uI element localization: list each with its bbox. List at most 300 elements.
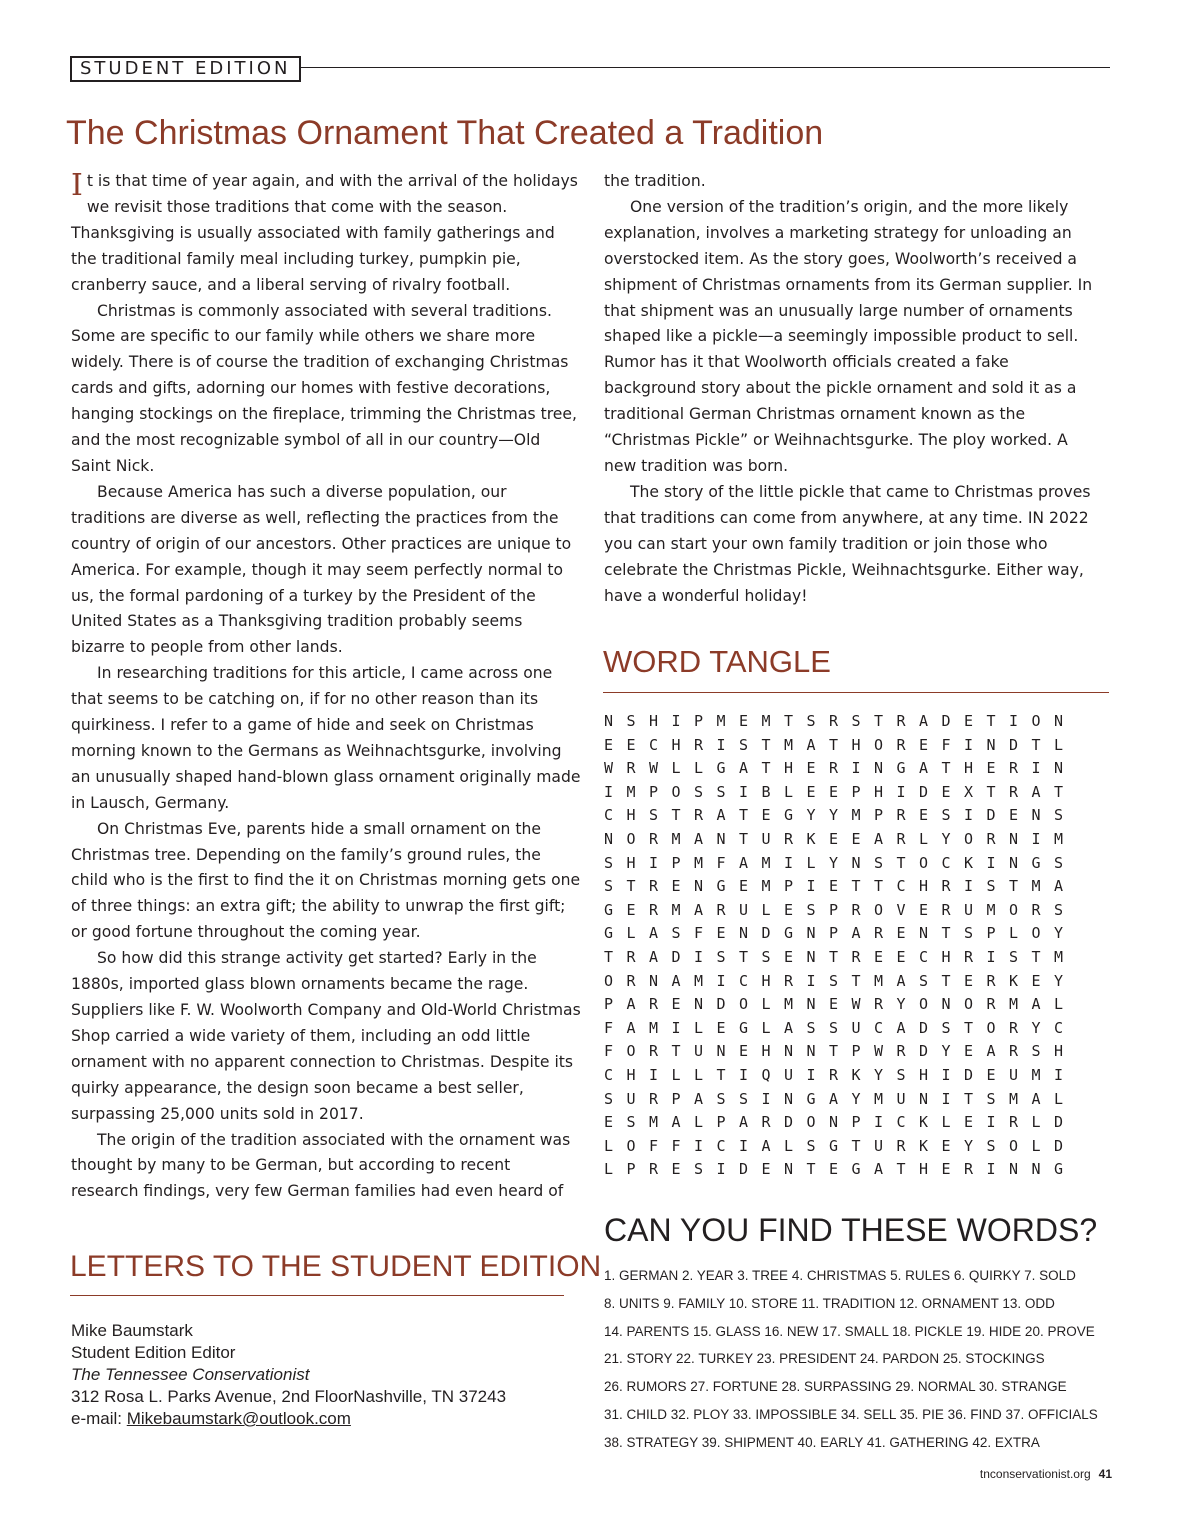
- word-grid-letter: R: [896, 1042, 906, 1061]
- word-grid-letter: T: [761, 735, 771, 754]
- word-grid-letter: S: [986, 1136, 996, 1155]
- word-grid-letter: Y: [806, 806, 816, 825]
- word-grid-letter: M: [784, 735, 794, 754]
- word-grid-letter: R: [649, 1160, 659, 1179]
- word-grid-letter: R: [1009, 1042, 1019, 1061]
- word-grid-letter: T: [829, 947, 839, 966]
- word-grid-letter: D: [941, 712, 951, 730]
- word-grid-letter: C: [1054, 1018, 1064, 1037]
- word-grid-letter: E: [919, 735, 929, 754]
- word-grid-letter: H: [626, 806, 636, 825]
- word-grid-letter: R: [694, 806, 704, 825]
- word-grid-letter: R: [964, 1160, 974, 1179]
- word-grid-letter: P: [851, 1042, 861, 1061]
- word-grid-row: [604, 1158, 1077, 1182]
- word-grid-letter: R: [716, 900, 726, 919]
- word-grid-letter: H: [1054, 1042, 1064, 1061]
- word-grid-letter: D: [761, 924, 771, 943]
- editor-contact: [71, 1320, 506, 1430]
- word-grid-letter: R: [829, 1065, 839, 1084]
- word-grid-letter: F: [716, 853, 726, 872]
- word-grid-letter: W: [649, 759, 659, 778]
- word-grid-letter: R: [941, 877, 951, 896]
- word-grid-letter: O: [671, 782, 681, 801]
- word-grid-letter: S: [806, 1136, 816, 1155]
- word-grid-letter: N: [739, 924, 749, 943]
- article-paragraph-7: The origin of the tradition associated with the ornament was thought by many to be German, but according to recent research findings, very few German families had even heard of: [71, 1130, 571, 1201]
- word-grid-letter: A: [896, 1018, 906, 1037]
- word-grid-letter: M: [671, 829, 681, 848]
- word-grid-letter: M: [761, 877, 771, 896]
- word-grid-letter: C: [716, 1136, 726, 1155]
- word-grid-letter: L: [761, 900, 771, 919]
- word-grid-letter: U: [851, 1018, 861, 1037]
- word-grid-letter: A: [694, 829, 704, 848]
- word-grid-letter: A: [739, 853, 749, 872]
- word-grid-letter: N: [1009, 1160, 1019, 1179]
- word-grid-letter: M: [716, 712, 726, 730]
- word-grid-letter: A: [649, 947, 659, 966]
- word-grid-letter: C: [649, 735, 659, 754]
- find-words-title: CAN YOU FIND THESE WORDS?: [604, 1212, 1098, 1248]
- word-grid-letter: P: [986, 924, 996, 943]
- word-grid-letter: S: [829, 1018, 839, 1037]
- word-grid-letter: I: [739, 1136, 749, 1155]
- word-grid-letter: A: [626, 1018, 636, 1037]
- word-grid-letter: Y: [941, 829, 951, 848]
- word-grid-letter: H: [851, 735, 861, 754]
- word-grid-letter: O: [739, 995, 749, 1014]
- word-grid-letter: K: [919, 1113, 929, 1132]
- word-grid-letter: A: [1031, 995, 1041, 1014]
- footer-site[interactable]: tnconservationist.org: [979, 1467, 1091, 1481]
- word-grid-letter: I: [806, 971, 816, 990]
- word-grid-letter: T: [1031, 947, 1041, 966]
- word-grid-letter: R: [694, 735, 704, 754]
- word-grid-letter: S: [716, 782, 726, 801]
- word-grid-letter: K: [806, 829, 816, 848]
- word-grid-letter: M: [1031, 1065, 1041, 1084]
- word-list-line: 38. STRATEGY 39. SHIPMENT 40. EARLY 41. GATHERING 42. EXTRA: [604, 1434, 1040, 1450]
- word-grid-letter: R: [784, 971, 794, 990]
- word-grid-letter: I: [694, 1136, 704, 1155]
- word-grid-letter: F: [671, 1136, 681, 1155]
- word-grid-row: [604, 852, 1077, 876]
- word-grid-letter: R: [626, 971, 636, 990]
- word-grid-row: [604, 946, 1077, 970]
- word-grid-letter: L: [784, 782, 794, 801]
- word-grid-letter: M: [1054, 829, 1064, 848]
- word-grid-letter: S: [806, 1018, 816, 1037]
- word-grid-letter: S: [941, 806, 951, 825]
- word-grid-letter: D: [964, 1065, 974, 1084]
- word-grid-letter: O: [986, 1018, 996, 1037]
- word-grid-letter: T: [1031, 735, 1041, 754]
- word-grid-letter: I: [806, 1065, 816, 1084]
- word-grid-letter: G: [739, 1018, 749, 1037]
- word-grid-letter: O: [604, 971, 614, 990]
- word-grid-letter: L: [694, 1065, 704, 1084]
- word-grid-row: [604, 734, 1077, 758]
- word-grid-letter: R: [851, 947, 861, 966]
- word-grid-letter: O: [806, 1113, 816, 1132]
- word-grid-letter: M: [784, 995, 794, 1014]
- header-rule: [300, 67, 1110, 68]
- article-paragraph-10: The story of the little pickle that came to Christmas proves that traditions can come from anywhere, at any time. IN 2022 you can start your own family tradition or join those who celebrate the Christmas Pickle, Weihnachtsgurke. Either way, have a wonderful holiday!: [604, 482, 1091, 605]
- word-grid-letter: O: [626, 1136, 636, 1155]
- article-left-column: [71, 169, 581, 1205]
- word-grid-letter: D: [919, 1042, 929, 1061]
- word-grid-letter: V: [896, 900, 906, 919]
- word-grid-letter: S: [761, 947, 771, 966]
- word-grid-letter: R: [761, 1113, 771, 1132]
- word-grid-letter: U: [626, 1089, 636, 1108]
- word-grid-letter: N: [604, 829, 614, 848]
- page-footer: [980, 1467, 1112, 1481]
- word-grid-letter: T: [941, 971, 951, 990]
- word-grid-letter: A: [874, 829, 884, 848]
- article-paragraph-5: On Christmas Eve, parents hide a small ornament on the Christmas tree. Depending on the family’s ground rules, the child who is the first to find the it on Christmas morning gets one of three things: an extra gift; the ability to unwrap the first gift; or good fortune throughout the coming year.: [71, 819, 581, 942]
- word-grid-letter: M: [874, 971, 884, 990]
- word-grid-letter: R: [896, 829, 906, 848]
- word-grid-letter: T: [716, 1065, 726, 1084]
- word-grid-letter: R: [829, 759, 839, 778]
- word-grid-letter: L: [1054, 1089, 1064, 1108]
- word-grid-letter: H: [941, 947, 951, 966]
- word-grid-letter: S: [1009, 947, 1019, 966]
- word-grid-letter: W: [604, 759, 614, 778]
- word-grid-letter: Y: [896, 995, 906, 1014]
- word-grid-letter: A: [806, 735, 816, 754]
- word-grid-letter: U: [896, 1089, 906, 1108]
- word-grid-letter: R: [896, 735, 906, 754]
- word-grid-letter: I: [761, 1089, 771, 1108]
- word-grid-letter: L: [806, 853, 816, 872]
- word-grid-letter: K: [919, 1136, 929, 1155]
- word-grid-letter: E: [896, 924, 906, 943]
- word-grid-letter: L: [694, 1018, 704, 1037]
- word-grid-letter: Y: [1031, 1018, 1041, 1037]
- word-grid-letter: Y: [964, 1136, 974, 1155]
- word-grid-letter: E: [986, 1065, 996, 1084]
- word-grid-letter: T: [1054, 782, 1064, 801]
- word-grid-letter: L: [941, 1113, 951, 1132]
- word-grid-letter: L: [1031, 1113, 1041, 1132]
- word-grid-letter: H: [919, 1160, 929, 1179]
- word-grid-letter: M: [626, 782, 636, 801]
- word-grid-letter: E: [806, 782, 816, 801]
- word-grid-letter: I: [1054, 1065, 1064, 1084]
- word-grid-letter: I: [896, 782, 906, 801]
- word-grid-letter: L: [604, 1136, 614, 1155]
- word-grid-letter: S: [649, 806, 659, 825]
- word-grid-letter: M: [649, 1018, 659, 1037]
- word-grid-letter: M: [649, 1113, 659, 1132]
- word-grid-letter: E: [784, 900, 794, 919]
- word-grid-letter: C: [941, 853, 951, 872]
- word-grid-letter: T: [739, 947, 749, 966]
- word-grid-letter: N: [1031, 1160, 1041, 1179]
- word-grid-letter: P: [829, 900, 839, 919]
- word-grid-letter: W: [851, 995, 861, 1014]
- word-grid-letter: C: [896, 877, 906, 896]
- word-grid-letter: E: [986, 759, 996, 778]
- word-grid-letter: I: [941, 1089, 951, 1108]
- word-grid-letter: N: [941, 995, 951, 1014]
- word-grid-letter: G: [851, 1160, 861, 1179]
- find-words-list: [604, 1262, 1114, 1457]
- word-grid-letter: M: [1009, 1089, 1019, 1108]
- word-grid-letter: E: [716, 924, 726, 943]
- word-grid-letter: T: [986, 782, 996, 801]
- word-grid-letter: G: [1031, 853, 1041, 872]
- word-grid-letter: Y: [1054, 924, 1064, 943]
- word-grid-letter: M: [761, 712, 771, 730]
- word-grid-letter: H: [919, 877, 929, 896]
- word-grid-letter: R: [649, 1089, 659, 1108]
- word-grid-letter: T: [874, 712, 884, 730]
- word-grid-letter: U: [784, 1065, 794, 1084]
- word-grid-letter: U: [739, 900, 749, 919]
- email-line: [71, 1408, 506, 1430]
- word-grid-letter: O: [874, 735, 884, 754]
- word-grid-letter: E: [874, 947, 884, 966]
- word-grid-letter: E: [829, 829, 839, 848]
- word-grid-letter: O: [1031, 924, 1041, 943]
- word-grid-letter: I: [649, 853, 659, 872]
- word-tangle-title: WORD TANGLE: [603, 644, 831, 679]
- word-grid-letter: E: [671, 995, 681, 1014]
- word-grid-letter: B: [761, 782, 771, 801]
- word-grid-letter: U: [874, 1136, 884, 1155]
- word-grid-letter: R: [874, 924, 884, 943]
- word-grid-letter: L: [784, 1136, 794, 1155]
- word-grid-letter: L: [671, 759, 681, 778]
- word-grid-letter: R: [896, 712, 906, 730]
- word-grid-letter: A: [671, 1113, 681, 1132]
- word-grid-letter: D: [739, 1160, 749, 1179]
- word-grid-letter: Y: [829, 806, 839, 825]
- word-grid-letter: R: [626, 947, 636, 966]
- edition-header: [70, 56, 1110, 80]
- word-grid-letter: M: [694, 971, 704, 990]
- word-grid-letter: E: [964, 1113, 974, 1132]
- word-grid-letter: G: [829, 1136, 839, 1155]
- word-grid-letter: E: [1009, 806, 1019, 825]
- word-grid-letter: G: [896, 759, 906, 778]
- article-paragraph-2: Christmas is commonly associated with several traditions. Some are specific to our family while others we share more widely. There is of course the tradition of exchanging Christmas cards and gifts, adorning our homes with festive decorations, hanging stockings on the fireplace, trimming the Christmas tree, and the most recognizable symbol of all in our country—Old Saint Nick.: [71, 301, 577, 475]
- word-grid-letter: I: [739, 782, 749, 801]
- word-list-line: 14. PARENTS 15. GLASS 16. NEW 17. SMALL 18. PICKLE 19. HIDE 20. PROVE: [604, 1323, 1095, 1339]
- word-grid-letter: E: [964, 1042, 974, 1061]
- word-grid-letter: F: [604, 1018, 614, 1037]
- word-grid-letter: I: [784, 853, 794, 872]
- word-grid-letter: A: [829, 1089, 839, 1108]
- article-paragraph-9: One version of the tradition’s origin, and the more likely explanation, involves a marketing strategy for unloading an overstocked item. As the story goes, Woolworth’s received a shipment of Christmas ornaments from its German supplier. In that shipment was an unusually large number of ornaments shaped like a pickle—a seemingly impossible product to sell. Rumor has it that Woolworth officials created a fake background story about the pickle ornament and sold it as a traditional German Christmas ornament known as the “Christmas Pickle” or Weihnachtsgurke. The ploy worked. A new tradition was born.: [604, 197, 1093, 475]
- word-grid-letter: M: [851, 806, 861, 825]
- word-grid-letter: D: [1054, 1136, 1064, 1155]
- word-grid-letter: E: [716, 1018, 726, 1037]
- word-grid-letter: F: [604, 1042, 614, 1061]
- word-grid-letter: N: [716, 829, 726, 848]
- word-grid-row: [604, 970, 1077, 994]
- word-grid-letter: U: [694, 1042, 704, 1061]
- word-grid-letter: I: [649, 1065, 659, 1084]
- word-grid-letter: S: [851, 712, 861, 730]
- word-grid-letter: T: [874, 877, 884, 896]
- word-grid-letter: N: [806, 1042, 816, 1061]
- word-grid-letter: T: [941, 924, 951, 943]
- word-grid-letter: N: [604, 712, 614, 730]
- word-grid-letter: A: [986, 1042, 996, 1061]
- word-grid-letter: P: [716, 1113, 726, 1132]
- word-grid-letter: N: [784, 1042, 794, 1061]
- word-grid-letter: S: [604, 877, 614, 896]
- word-grid-letter: O: [626, 829, 636, 848]
- email-label: e-mail:: [71, 1409, 127, 1428]
- word-grid-letter: E: [761, 806, 771, 825]
- word-tangle-grid: [604, 710, 1077, 1182]
- word-grid-letter: R: [1009, 759, 1019, 778]
- word-grid-letter: T: [604, 947, 614, 966]
- word-grid-letter: T: [739, 829, 749, 848]
- word-grid-letter: N: [784, 1089, 794, 1108]
- word-grid-letter: E: [941, 782, 951, 801]
- word-grid-letter: A: [694, 1089, 704, 1108]
- word-grid-letter: L: [1054, 995, 1064, 1014]
- word-grid-letter: F: [941, 735, 951, 754]
- word-grid-letter: I: [671, 1018, 681, 1037]
- word-grid-letter: L: [1031, 1136, 1041, 1155]
- word-grid-letter: Y: [851, 1089, 861, 1108]
- word-grid-letter: T: [626, 877, 636, 896]
- word-grid-letter: S: [829, 971, 839, 990]
- word-grid-letter: O: [919, 853, 929, 872]
- word-grid-letter: A: [739, 1113, 749, 1132]
- word-grid-letter: C: [874, 1018, 884, 1037]
- word-grid-letter: F: [694, 924, 704, 943]
- word-grid-letter: R: [1031, 900, 1041, 919]
- word-grid-letter: O: [626, 1042, 636, 1061]
- article-right-column: [604, 169, 1104, 609]
- word-grid-letter: E: [851, 829, 861, 848]
- word-grid-letter: E: [739, 712, 749, 730]
- email-link[interactable]: Mikebaumstark@outlook.com: [126, 1409, 351, 1428]
- word-grid-letter: S: [671, 924, 681, 943]
- word-grid-letter: D: [784, 1113, 794, 1132]
- word-grid-letter: A: [649, 924, 659, 943]
- word-grid-letter: R: [874, 995, 884, 1014]
- word-grid-letter: G: [784, 924, 794, 943]
- word-grid-letter: E: [896, 947, 906, 966]
- word-grid-letter: N: [694, 995, 704, 1014]
- word-grid-letter: C: [604, 806, 614, 825]
- word-grid-letter: N: [1031, 806, 1041, 825]
- word-grid-letter: S: [874, 853, 884, 872]
- word-grid-letter: R: [986, 971, 996, 990]
- word-grid-letter: S: [896, 1065, 906, 1084]
- word-grid-letter: I: [986, 1113, 996, 1132]
- word-grid-letter: L: [626, 924, 636, 943]
- word-grid-letter: R: [1009, 1113, 1019, 1132]
- word-grid-letter: W: [874, 1042, 884, 1061]
- word-grid-letter: N: [851, 853, 861, 872]
- word-grid-letter: R: [964, 947, 974, 966]
- word-grid-row: [604, 804, 1077, 828]
- word-grid-letter: T: [964, 1089, 974, 1108]
- word-grid-letter: R: [649, 877, 659, 896]
- word-grid-letter: L: [1009, 924, 1019, 943]
- word-grid-letter: P: [784, 877, 794, 896]
- word-grid-letter: M: [1054, 947, 1064, 966]
- word-grid-letter: T: [829, 735, 839, 754]
- word-grid-letter: C: [896, 1113, 906, 1132]
- word-grid-letter: S: [604, 853, 614, 872]
- word-grid-letter: T: [1009, 877, 1019, 896]
- word-grid-letter: T: [671, 1042, 681, 1061]
- word-grid-letter: E: [626, 900, 636, 919]
- word-grid-letter: P: [671, 853, 681, 872]
- word-grid-letter: I: [851, 759, 861, 778]
- word-grid-letter: T: [896, 1160, 906, 1179]
- word-grid-letter: U: [964, 900, 974, 919]
- word-grid-letter: E: [739, 1042, 749, 1061]
- word-grid-letter: E: [964, 712, 974, 730]
- word-grid-letter: Q: [761, 1065, 771, 1084]
- word-grid-letter: P: [829, 924, 839, 943]
- word-grid-row: [604, 993, 1077, 1017]
- word-grid-letter: I: [716, 971, 726, 990]
- word-grid-letter: A: [671, 971, 681, 990]
- word-grid-letter: N: [784, 1160, 794, 1179]
- word-grid-letter: P: [626, 1160, 636, 1179]
- word-grid-letter: L: [761, 1018, 771, 1037]
- word-grid-letter: P: [649, 782, 659, 801]
- word-grid-letter: U: [761, 829, 771, 848]
- word-grid-letter: U: [1009, 1065, 1019, 1084]
- word-grid-letter: T: [761, 759, 771, 778]
- word-grid-letter: A: [1031, 782, 1041, 801]
- word-grid-letter: I: [739, 1065, 749, 1084]
- word-grid-letter: O: [919, 995, 929, 1014]
- word-grid-letter: S: [604, 1089, 614, 1108]
- word-grid-letter: O: [964, 995, 974, 1014]
- word-grid-letter: H: [964, 759, 974, 778]
- word-grid-letter: S: [739, 1089, 749, 1108]
- word-grid-letter: P: [604, 995, 614, 1014]
- word-grid-letter: E: [919, 900, 929, 919]
- word-list-line: 31. CHILD 32. PLOY 33. IMPOSSIBLE 34. SELL 35. PIE 36. FIND 37. OFFICIALS: [604, 1406, 1098, 1422]
- edition-label: STUDENT EDITION: [70, 56, 301, 82]
- word-grid-letter: A: [739, 759, 749, 778]
- word-grid-letter: G: [716, 759, 726, 778]
- word-list-line: 8. UNITS 9. FAMILY 10. STORE 11. TRADITION 12. ORNAMENT 13. ODD: [604, 1295, 1055, 1311]
- word-grid-letter: A: [919, 759, 929, 778]
- word-grid-letter: S: [1054, 806, 1064, 825]
- editor-role: Student Edition Editor: [71, 1343, 236, 1362]
- article-paragraph-8: the tradition.: [604, 172, 706, 190]
- word-grid-letter: O: [1009, 900, 1019, 919]
- word-grid-letter: P: [694, 712, 704, 730]
- word-grid-row: [604, 781, 1077, 805]
- word-grid-letter: I: [986, 853, 996, 872]
- word-grid-letter: D: [986, 806, 996, 825]
- word-grid-row: [604, 1135, 1077, 1159]
- mailing-address: 312 Rosa L. Parks Avenue, 2nd FloorNashville, TN 37243: [71, 1387, 507, 1406]
- word-grid-letter: E: [829, 1160, 839, 1179]
- word-grid-row: [604, 1017, 1077, 1041]
- word-list-line: 1. GERMAN 2. YEAR 3. TREE 4. CHRISTMAS 5. RULES 6. QUIRKY 7. SOLD: [604, 1268, 1076, 1283]
